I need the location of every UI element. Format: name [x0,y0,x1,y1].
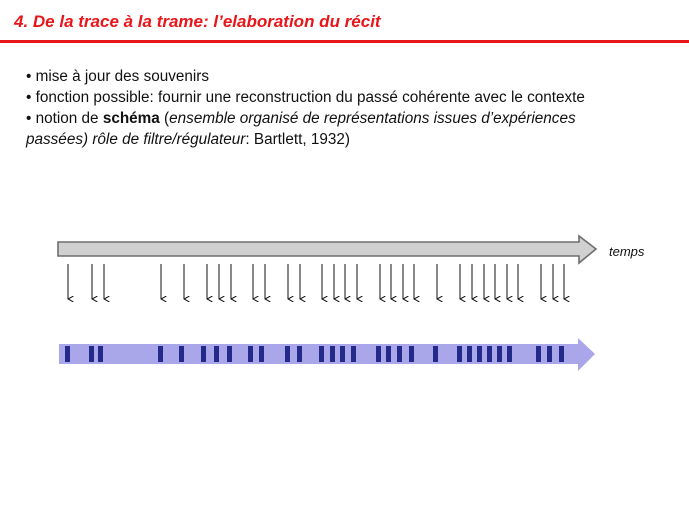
story-mark [457,346,462,362]
story-mark [227,346,232,362]
story-mark [547,346,552,362]
story-mark [477,346,482,362]
story-mark [158,346,163,362]
trace-arrows [68,264,564,299]
story-mark [386,346,391,362]
story-mark [340,346,345,362]
story-mark [285,346,290,362]
story-mark [89,346,94,362]
story-mark [98,346,103,362]
story-arrow [59,338,595,371]
story-mark [487,346,492,362]
story-mark [214,346,219,362]
story-mark [319,346,324,362]
time-arrow [58,236,596,263]
story-mark [259,346,264,362]
story-mark [65,346,70,362]
story-mark [507,346,512,362]
bullet-schema-prefix: • notion de [26,110,103,127]
story-mark [201,346,206,362]
bullet-schema-definition-cont: passées) rôle de filtre/régulateur [26,131,246,148]
story-mark [397,346,402,362]
bullet-schema-definition: ensemble organisé de représentations issues d’expériences [169,110,576,127]
story-mark [536,346,541,362]
story-mark [409,346,414,362]
story-mark [467,346,472,362]
bullet-item-fonction: • fonction possible: fournir une reconstruction du passé cohérente avec le contexte [26,89,585,106]
story-mark [297,346,302,362]
story-mark [330,346,335,362]
story-mark [248,346,253,362]
story-mark [351,346,356,362]
bullet-item-souvenirs: • mise à jour des souvenirs [26,68,210,85]
story-mark [559,346,564,362]
story-mark [497,346,502,362]
story-mark [376,346,381,362]
slide-title: 4. De la trace à la trame: l’elaboration du récit [14,12,381,31]
story-mark [433,346,438,362]
bullet-schema-space: ( [159,110,170,127]
bullet-schema-term: schéma [102,110,160,127]
temps-label: temps [609,244,645,259]
bullet-schema-citation: : Bartlett, 1932) [245,131,350,148]
story-mark [179,346,184,362]
